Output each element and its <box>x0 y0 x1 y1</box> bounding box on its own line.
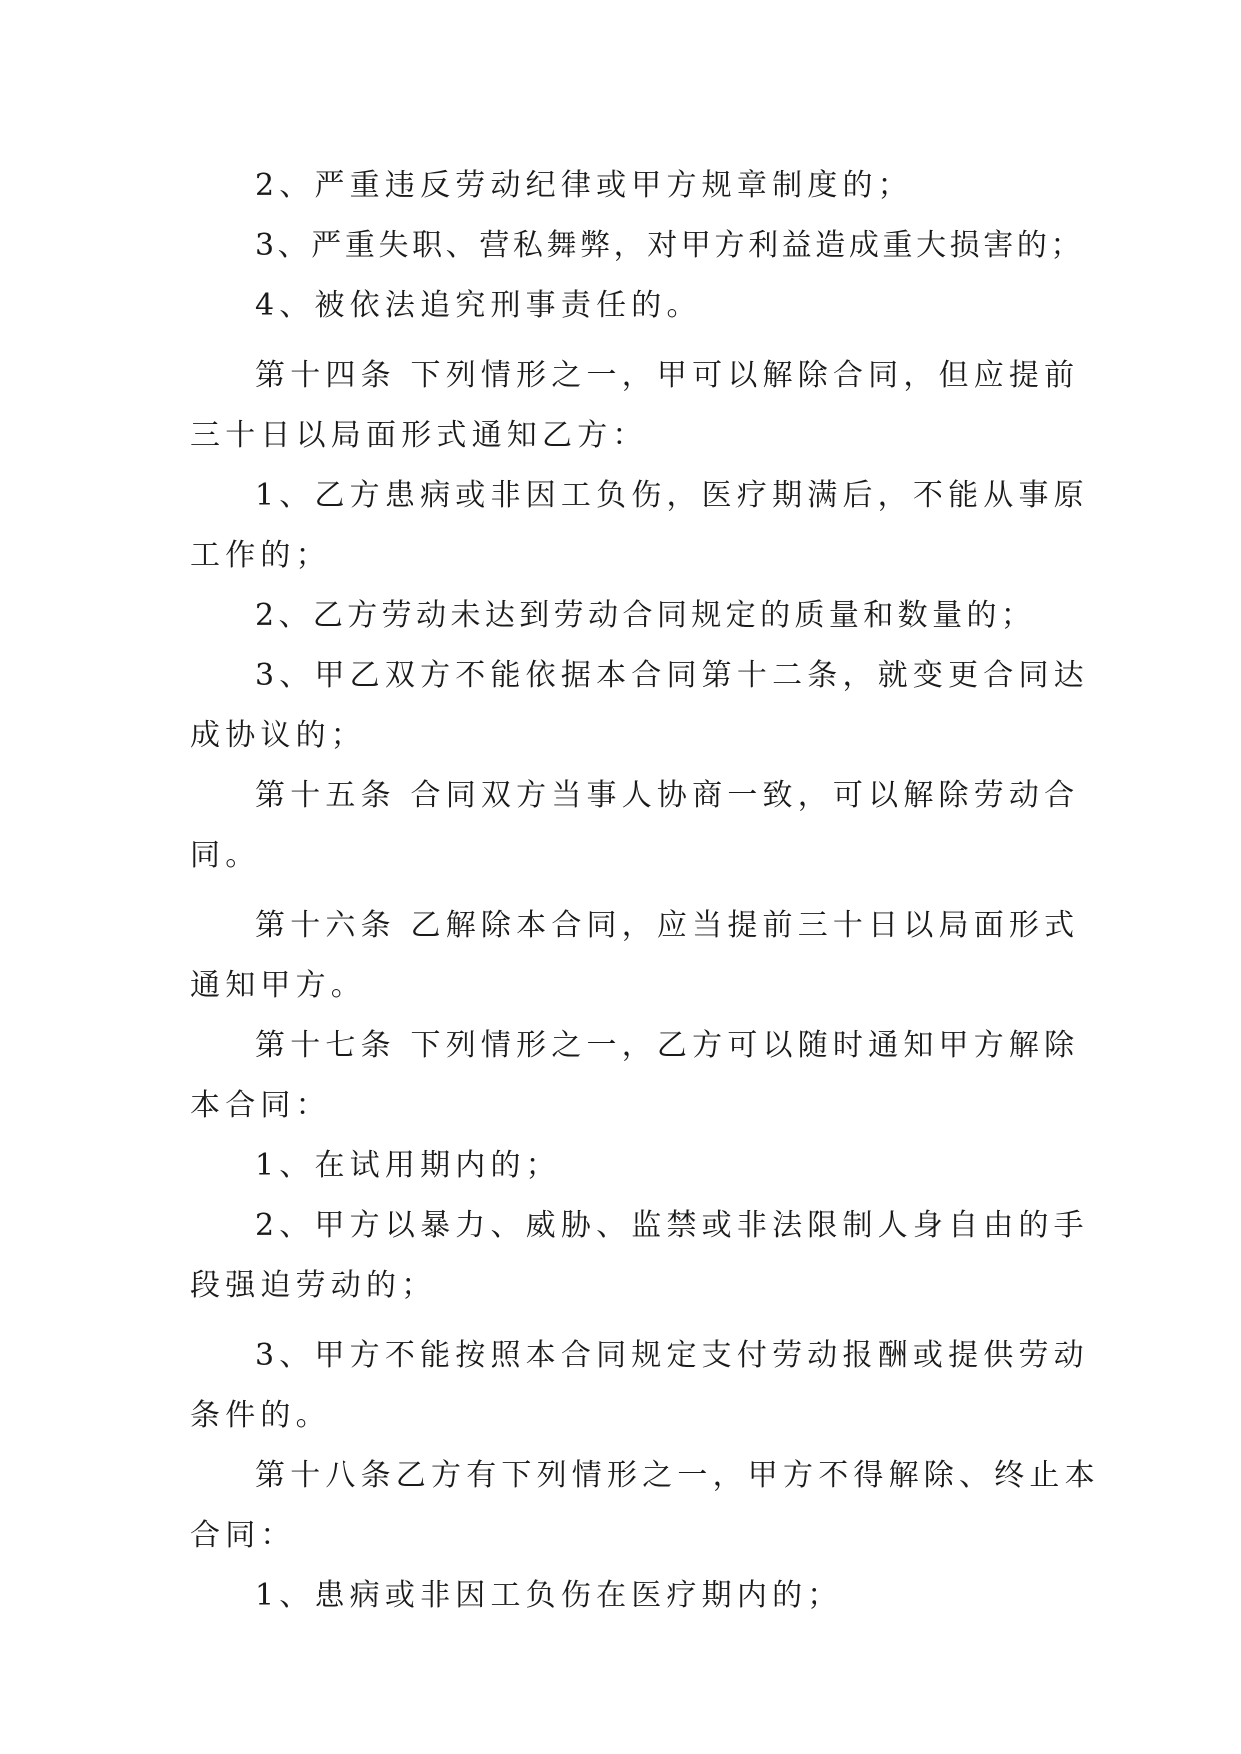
text-line: 4、被依法追究刑事责任的。 <box>255 288 702 323</box>
text-line: 工作的； <box>190 538 331 573</box>
text-line: 3、甲乙双方不能依据本合同第十二条，就变更合同达 <box>255 658 1089 693</box>
text-line: 第十五条 合同双方当事人协商一致，可以解除劳动合 <box>255 778 1080 813</box>
text-line: 2、甲方以暴力、威胁、监禁或非法限制人身自由的手 <box>255 1208 1089 1243</box>
text-line: 成协议的； <box>190 718 366 753</box>
text-line: 条件的。 <box>190 1398 331 1433</box>
text-line: 通知甲方。 <box>190 968 366 1003</box>
text-line: 第十四条 下列情形之一，甲可以解除合同，但应提前 <box>255 358 1080 393</box>
text-line: 段强迫劳动的； <box>190 1268 437 1303</box>
text-line: 同。 <box>190 838 261 873</box>
text-line: 三十日以局面形式通知乙方： <box>190 418 648 453</box>
text-line: 第十六条 乙解除本合同，应当提前三十日以局面形式 <box>255 908 1080 943</box>
text-line: 3、严重失职、营私舞弊，对甲方利益造成重大损害的； <box>255 228 1085 263</box>
text-line: 第十七条 下列情形之一，乙方可以随时通知甲方解除 <box>255 1028 1080 1063</box>
text-line: 1、乙方患病或非因工负伤，医疗期满后，不能从事原 <box>255 478 1089 513</box>
text-line: 1、患病或非因工负伤在医疗期内的； <box>255 1578 843 1613</box>
text-line: 3、甲方不能按照本合同规定支付劳动报酬或提供劳动 <box>255 1338 1089 1373</box>
text-line: 2、严重违反劳动纪律或甲方规章制度的； <box>255 168 913 203</box>
text-line: 本合同： <box>190 1088 331 1123</box>
text-line: 2、乙方劳动未达到劳动合同规定的质量和数量的； <box>255 598 1036 633</box>
text-line: 1、在试用期内的； <box>255 1148 561 1183</box>
text-line: 第十八条乙方有下列情形之一，甲方不得解除、终止本 <box>255 1458 1100 1493</box>
text-line: 合同： <box>190 1518 296 1553</box>
